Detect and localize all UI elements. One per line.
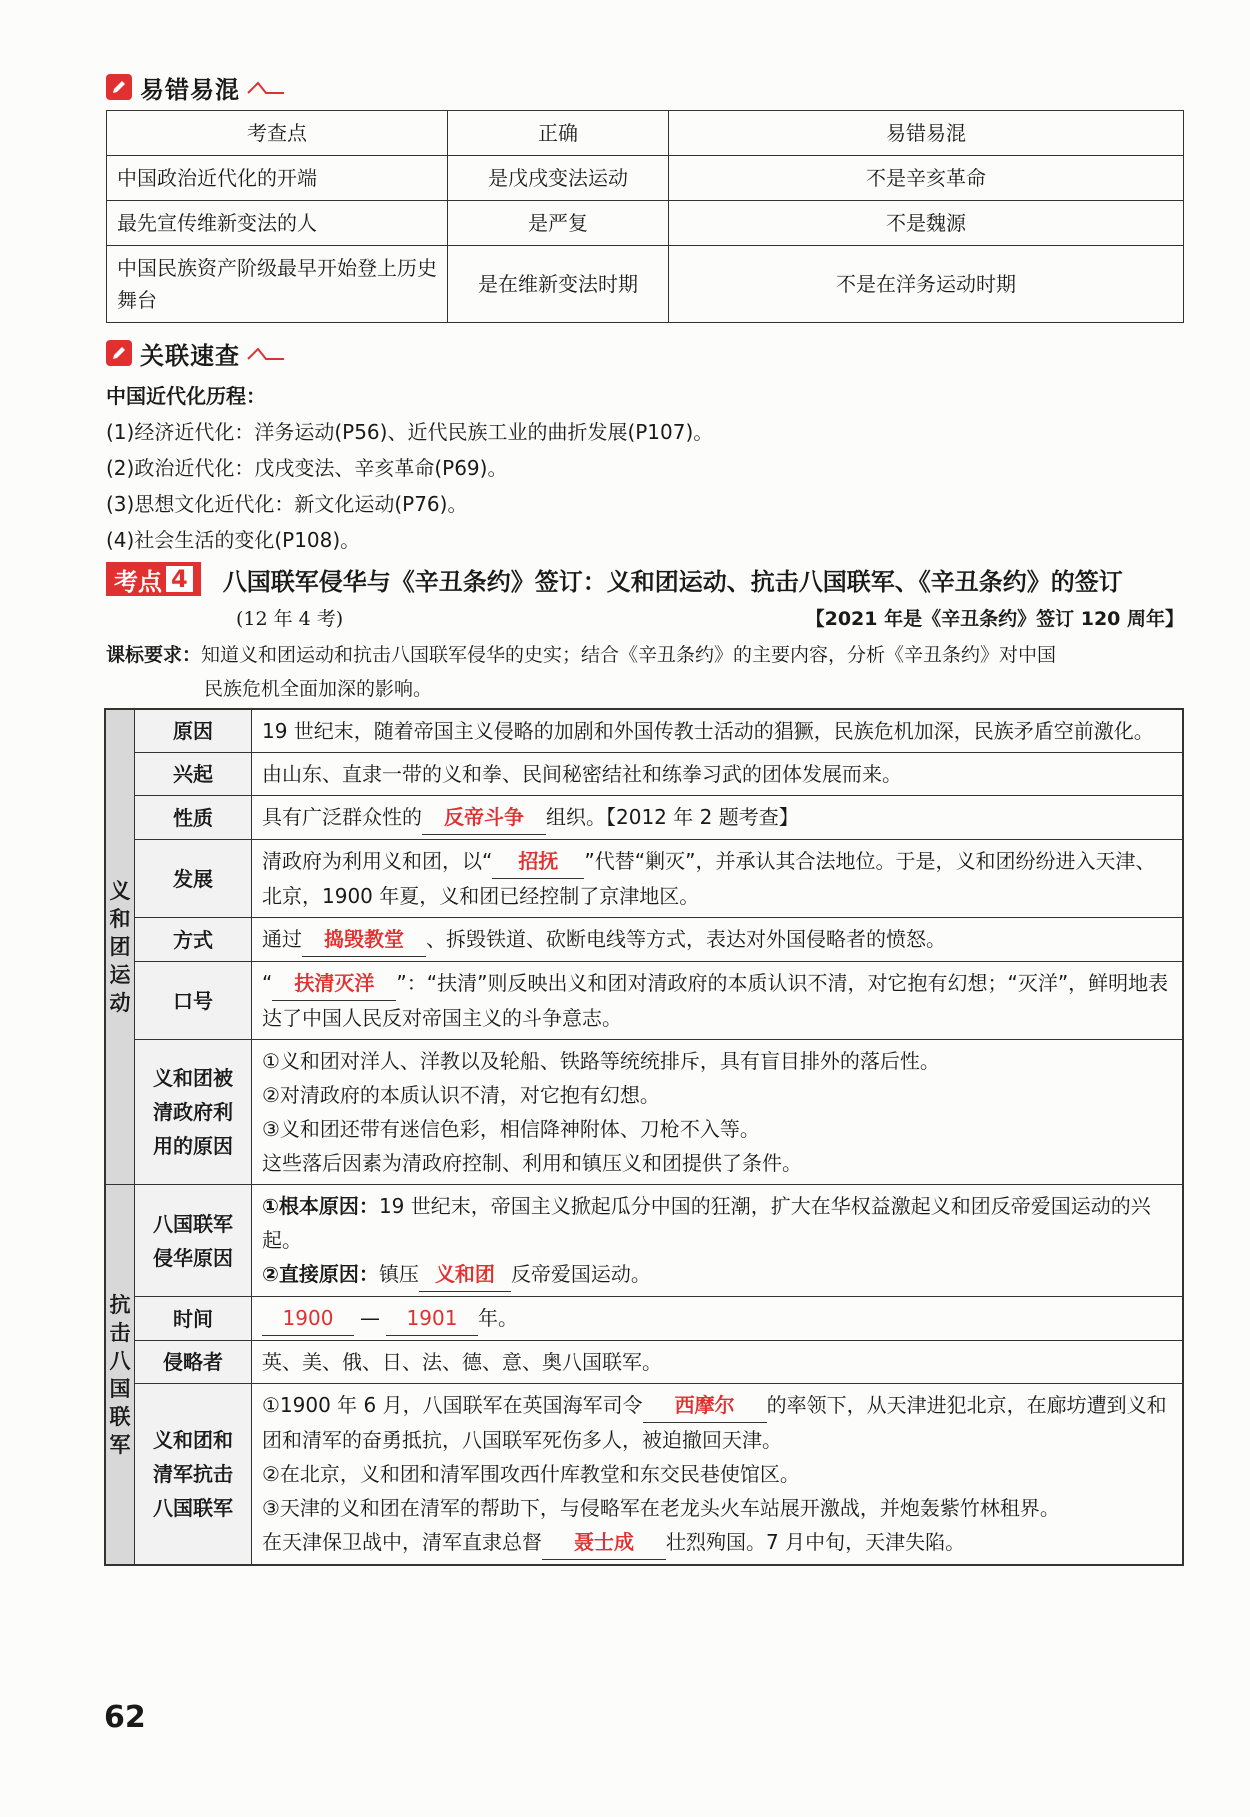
decorative-wave-icon <box>246 77 286 97</box>
text: ②直接原因： <box>262 1262 379 1286</box>
text-line <box>262 1525 1172 1560</box>
topic-header <box>106 560 1186 598</box>
text-line: ③义和团还带有迷信色彩，相信降神附体、刀枪不入等。 <box>262 1117 760 1141</box>
table-cell: 是在维新变法时期 <box>448 246 669 323</box>
boxer-table <box>104 708 1184 1566</box>
text-line: ②在北京，义和团和清军围攻西什库教堂和东交民巷使馆区。 <box>262 1462 800 1486</box>
table-row <box>105 1040 1183 1185</box>
list-item: (2)政治近代化：戊戌变法、辛亥革命(P69)。 <box>106 456 508 480</box>
text-line: ③天津的义和团在清军的帮助下，与侵略军在老龙头火车站展开激战，并炮轰紫竹林租界。 <box>262 1496 1060 1520</box>
table-row <box>107 246 1184 323</box>
fill-blank-answer: 扶清灭洋 <box>272 966 396 1001</box>
page-number: 62 <box>104 1700 146 1735</box>
category-yihetuan <box>105 709 135 1185</box>
fill-blank-answer: 招抚 <box>492 844 584 879</box>
text-line: 这些落后因素为清政府控制、利用和镇压义和团提供了条件。 <box>262 1151 802 1175</box>
row-content <box>252 1185 1184 1297</box>
text-line: ①义和团对洋人、洋教以及轮船、铁路等统统排斥，具有盲目排外的落后性。 <box>262 1049 940 1073</box>
row-label: 原因 <box>135 709 252 753</box>
row-label: 发展 <box>135 840 252 918</box>
row-label: 八国联军侵华原因 <box>135 1185 252 1297</box>
table-row <box>105 840 1183 918</box>
text: ”代替“剿灭”，并承认其合法地位。于是，义和团纷纷进入天津、北京，1900 年夏，义和团已经控制了京津地区。 <box>262 849 1156 908</box>
fill-blank-answer: 聂士成 <box>542 1525 666 1560</box>
table-row <box>105 962 1183 1040</box>
error-comparison-table <box>106 110 1184 323</box>
table-cell: 中国民族资产阶级最早开始登上历史舞台 <box>107 246 448 323</box>
pencil-icon <box>106 74 132 100</box>
text: “ <box>262 971 273 995</box>
text-line <box>262 1257 1172 1292</box>
category-label: 抗击八国联军 <box>109 1292 131 1457</box>
row-content <box>252 918 1184 962</box>
section-header-guanlian <box>106 336 286 370</box>
text: 年。 <box>478 1306 518 1330</box>
table-cell: 中国政治近代化的开端 <box>107 156 448 201</box>
fill-blank-answer: 1900 <box>262 1301 354 1336</box>
row-label: 兴起 <box>135 753 252 796</box>
text: 、拆毁铁道、砍断电线等方式，表达对外国侵略者的愤怒。 <box>426 927 946 951</box>
row-content <box>252 796 1184 840</box>
column-header: 正确 <box>448 111 669 156</box>
row-content: 19 世纪末，随着帝国主义侵略的加剧和外国传教士活动的猖獗，民族危机加深，民族矛盾空前激化。 <box>252 709 1184 753</box>
table-cell: 是戊戌变法运动 <box>448 156 669 201</box>
row-label: 时间 <box>135 1297 252 1341</box>
section-title: 易错易混 <box>140 75 240 104</box>
table-row <box>105 1384 1183 1566</box>
curriculum-label: 课标要求： <box>106 644 202 666</box>
row-label: 性质 <box>135 796 252 840</box>
text: 19 世纪末，帝国主义掀起瓜分中国的狂潮，扩大在华权益激起义和团反帝爱国运动的兴起。 <box>262 1194 1151 1252</box>
text: — <box>360 1306 380 1330</box>
curriculum-text: 民族危机全面加深的影响。 <box>204 678 433 700</box>
row-label: 方式 <box>135 918 252 962</box>
table-header-row <box>107 111 1184 156</box>
text: 通过 <box>262 927 302 951</box>
category-kangji <box>105 1185 135 1566</box>
pencil-icon <box>106 340 132 366</box>
list-item: (1)经济近代化：洋务运动(P56)、近代民族工业的曲折发展(P107)。 <box>106 420 714 444</box>
text: 壮烈殉国。7 月中旬，天津失陷。 <box>666 1530 966 1554</box>
text: 清政府为利用义和团，以“ <box>262 849 493 873</box>
table-row <box>105 709 1183 753</box>
text: 具有广泛群众性的 <box>262 805 422 829</box>
row-content: 由山东、直隶一带的义和拳、民间秘密结社和练拳习武的团体发展而来。 <box>252 753 1184 796</box>
fill-blank-answer: 捣毁教堂 <box>302 922 426 957</box>
curriculum-requirement <box>106 638 1186 706</box>
row-label: 义和团和清军抗击八国联军 <box>135 1384 252 1566</box>
row-content <box>252 1297 1184 1341</box>
column-header: 易错易混 <box>669 111 1184 156</box>
table-row <box>105 753 1183 796</box>
topic-number: 4 <box>166 566 193 592</box>
table-row <box>105 796 1183 840</box>
text: 组织。【2012 年 2 题考查】 <box>546 805 799 829</box>
section-header-yicuo <box>106 70 286 104</box>
table-cell: 最先宣传维新变法的人 <box>107 201 448 246</box>
text: 在天津保卫战中，清军直隶总督 <box>262 1530 542 1554</box>
fill-blank-answer: 义和团 <box>419 1257 511 1292</box>
fill-blank-answer: 反帝斗争 <box>422 800 546 835</box>
text: 反帝爱国运动。 <box>510 1262 651 1286</box>
lookup-heading: 中国近代化历程： <box>106 384 266 408</box>
table-cell: 不是在洋务运动时期 <box>669 246 1184 323</box>
row-label: 义和团被清政府利用的原因 <box>135 1040 252 1185</box>
text: ①根本原因： <box>262 1194 379 1218</box>
related-lookup <box>106 378 713 558</box>
topic-tag-label: 考点 <box>114 567 162 596</box>
text-line: ②对清政府的本质认识不清，对它抱有幻想。 <box>262 1083 660 1107</box>
column-header: 考查点 <box>107 111 448 156</box>
table-row <box>105 918 1183 962</box>
section-title: 关联速查 <box>140 341 240 370</box>
row-content <box>252 1040 1184 1185</box>
table-row <box>105 1341 1183 1384</box>
table-cell: 不是辛亥革命 <box>669 156 1184 201</box>
anniversary-note: 【2021 年是《辛丑条约》签订 120 周年】 <box>805 608 1184 630</box>
fill-blank-answer: 西摩尔 <box>643 1388 767 1423</box>
topic-title: 八国联军侵华与《辛丑条约》签订：义和团运动、抗击八国联军、《辛丑条约》的签订 <box>222 566 1123 596</box>
table-row <box>107 156 1184 201</box>
row-label: 侵略者 <box>135 1341 252 1384</box>
list-item: (3)思想文化近代化：新文化运动(P76)。 <box>106 492 468 516</box>
list-item: (4)社会生活的变化(P108)。 <box>106 528 361 552</box>
table-cell: 不是魏源 <box>669 201 1184 246</box>
table-row <box>107 201 1184 246</box>
row-content <box>252 1384 1184 1566</box>
category-label: 义和团运动 <box>109 879 131 1015</box>
row-content: 英、美、俄、日、法、德、意、奥八国联军。 <box>252 1341 1184 1384</box>
table-row <box>105 1297 1183 1341</box>
text-line <box>262 1388 1172 1457</box>
text: ”：“扶清”则反映出义和团对清政府的本质认识不清，对它抱有幻想；“灭洋”，鲜明地表达了中国人民反对帝国主义的斗争意志。 <box>262 971 1169 1030</box>
table-row <box>105 1185 1183 1297</box>
row-label: 口号 <box>135 962 252 1040</box>
text: 的率领下，从天津进犯北京，在廊坊遭到义和团和清军的奋勇抵抗，八国联军死伤多人，被迫撤回天津。 <box>262 1393 1167 1452</box>
row-content <box>252 962 1184 1040</box>
row-content <box>252 840 1184 918</box>
table-cell: 是严复 <box>448 201 669 246</box>
fill-blank-answer: 1901 <box>386 1301 478 1336</box>
topic-tag <box>106 562 201 596</box>
text-line <box>262 1189 1172 1257</box>
decorative-wave-icon <box>246 343 286 363</box>
exam-frequency: (12 年 4 考) <box>236 608 344 630</box>
curriculum-text: 知道义和团运动和抗击八国联军侵华的史实；结合《辛丑条约》的主要内容，分析《辛丑条约》对中国 <box>201 644 1057 666</box>
text: 镇压 <box>378 1262 419 1286</box>
text: ①1900 年 6 月，八国联军在英国海军司令 <box>262 1393 643 1417</box>
